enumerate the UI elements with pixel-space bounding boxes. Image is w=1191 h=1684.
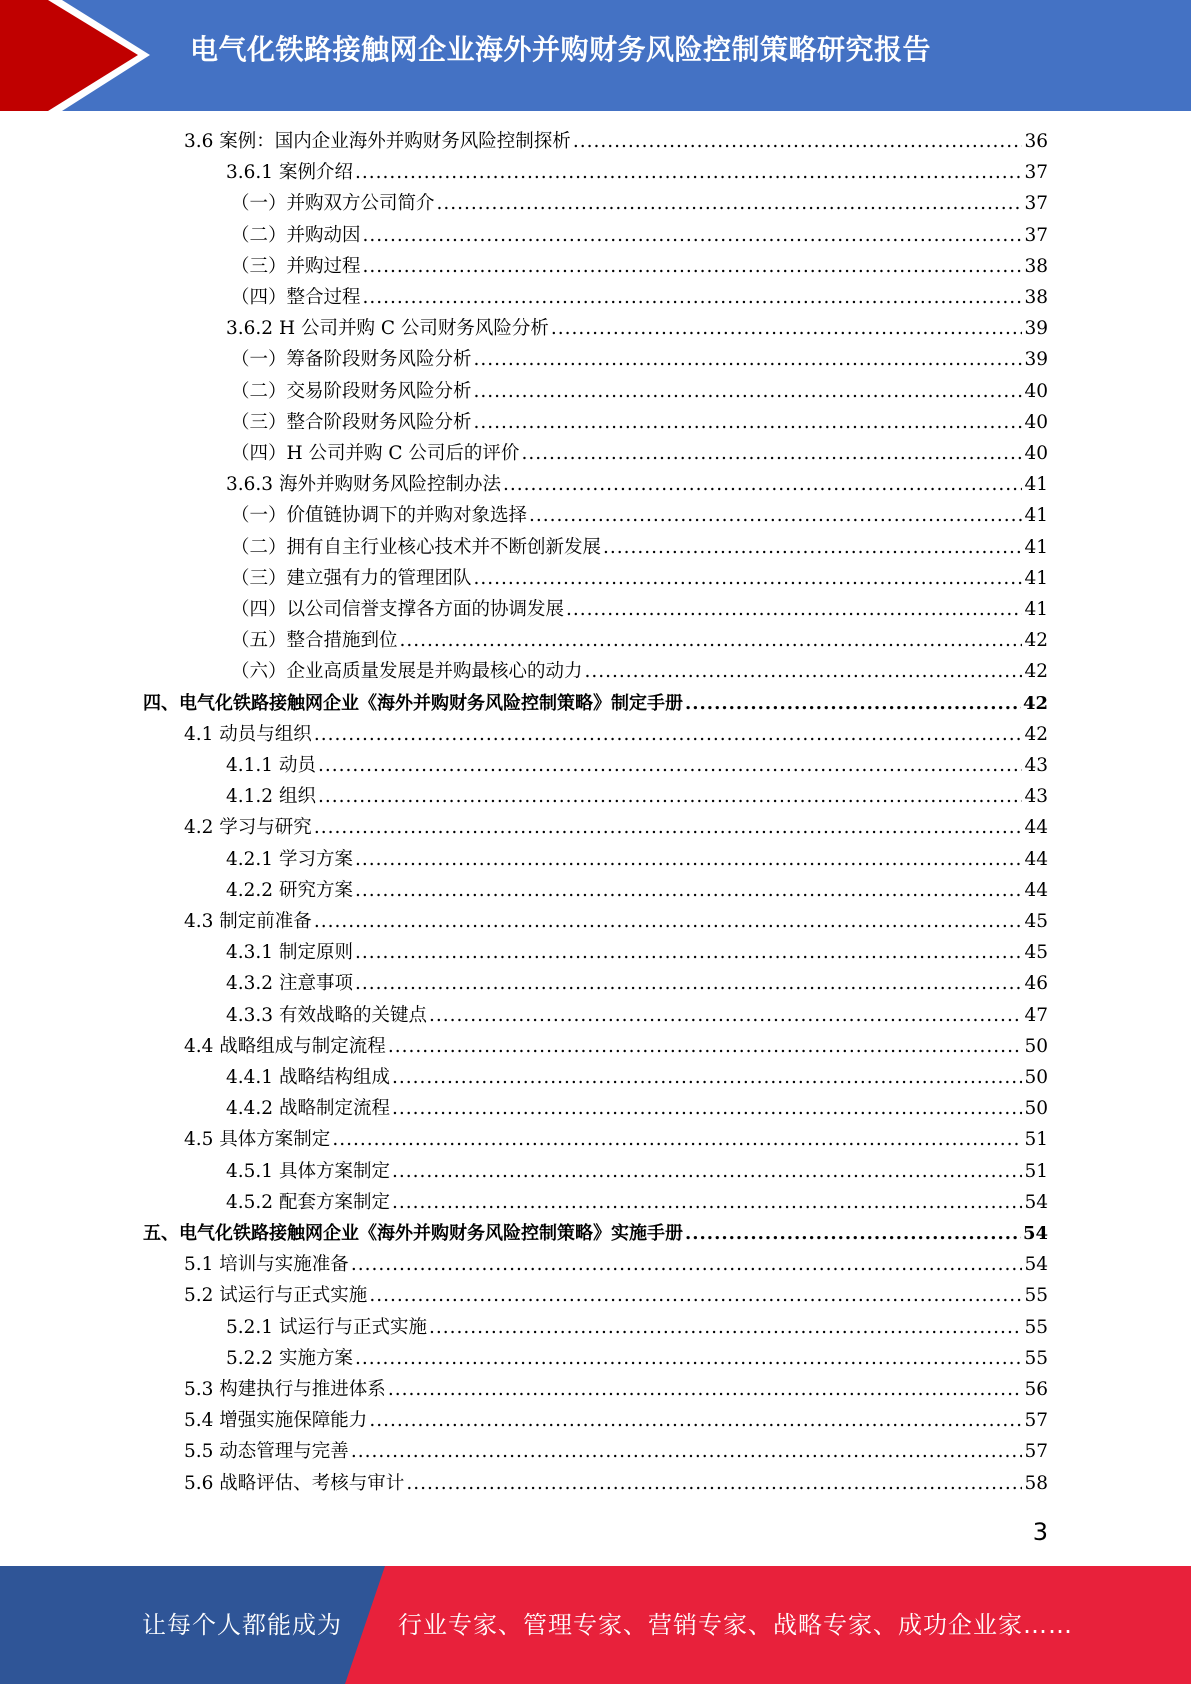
- toc-dot-leader: [355, 158, 1023, 188]
- toc-entry-label: 4.1 动员与组织: [184, 723, 312, 745]
- toc-dot-leader: [474, 345, 1023, 375]
- toc-entry[interactable]: [231, 408, 1048, 438]
- toc-entry-label: 4.3.3 有效战略的关键点: [226, 1004, 427, 1026]
- toc-entry-page: 43: [1024, 786, 1048, 808]
- toc-entry-page: 47: [1024, 1004, 1048, 1026]
- toc-entry[interactable]: [226, 751, 1048, 781]
- toc-entry[interactable]: [226, 1001, 1048, 1031]
- toc-entry-page: 44: [1024, 848, 1048, 870]
- toc-entry-page: 46: [1024, 973, 1048, 995]
- toc-entry-page: 54: [1022, 1223, 1048, 1244]
- toc-entry-page: 44: [1024, 879, 1048, 901]
- toc-entry[interactable]: [184, 1469, 1048, 1499]
- toc-entry-page: 45: [1024, 942, 1048, 964]
- toc-entry[interactable]: [226, 470, 1048, 500]
- toc-entry-page: 38: [1024, 255, 1048, 277]
- toc-dot-leader: [437, 189, 1023, 219]
- toc-entry-label: （三）建立强有力的管理团队: [231, 567, 472, 589]
- toc-dot-leader: [529, 501, 1022, 531]
- toc-dot-leader: [318, 782, 1023, 812]
- toc-entry-label: 4.2 学习与研究: [184, 817, 312, 839]
- toc-entry[interactable]: [226, 1094, 1048, 1124]
- toc-entry-label: 4.5.1 具体方案制定: [226, 1160, 390, 1182]
- toc-entry[interactable]: [184, 1032, 1048, 1062]
- toc-entry-page: 39: [1024, 349, 1048, 371]
- toc-entry-page: 42: [1024, 630, 1048, 652]
- toc-chapter[interactable]: [143, 689, 1048, 719]
- toc-dot-leader: [351, 1250, 1023, 1280]
- toc-dot-leader: [363, 252, 1023, 282]
- toc-entry-label: 4.4 战略组成与制定流程: [184, 1035, 386, 1057]
- toc-entry-label: （四）以公司信誉支撑各方面的协调发展: [231, 599, 565, 620]
- toc-chapter[interactable]: [143, 1219, 1048, 1249]
- toc-entry[interactable]: [231, 345, 1048, 375]
- toc-dot-leader: [355, 845, 1023, 875]
- toc-entry[interactable]: [226, 1344, 1048, 1374]
- toc-entry[interactable]: [226, 1063, 1048, 1093]
- toc-entry-label: （四）整合过程: [231, 287, 361, 308]
- toc-entry-page: 44: [1024, 817, 1048, 839]
- toc-dot-leader: [685, 689, 1021, 719]
- toc-entry-label: （四）H 公司并购 C 公司后的评价: [231, 443, 520, 464]
- toc-entry-page: 55: [1024, 1347, 1048, 1369]
- toc-entry[interactable]: [231, 189, 1048, 219]
- toc-dot-leader: [388, 1375, 1023, 1405]
- toc-entry-page: 41: [1024, 474, 1048, 496]
- toc-dot-leader: [585, 657, 1023, 687]
- toc-dot-leader: [314, 907, 1023, 937]
- toc-entry-page: 41: [1024, 536, 1048, 558]
- toc-entry-label: 3.6.3 海外并购财务风险控制办法: [226, 474, 501, 496]
- toc-entry-page: 57: [1024, 1410, 1048, 1432]
- toc-entry[interactable]: [231, 252, 1048, 282]
- toc-entry-label: 4.2.1 学习方案: [226, 848, 353, 870]
- toc-dot-leader: [474, 377, 1023, 407]
- toc-entry[interactable]: [184, 1125, 1048, 1155]
- toc-entry[interactable]: [226, 158, 1048, 188]
- toc-entry-label: （五）整合措施到位: [231, 630, 398, 652]
- toc-dot-leader: [392, 1157, 1022, 1187]
- toc-entry-page: 50: [1024, 1067, 1048, 1088]
- toc-entry-label: 5.3 构建执行与推进体系: [184, 1379, 386, 1400]
- toc-dot-leader: [503, 470, 1022, 500]
- toc-entry-label: （六）企业高质量发展是并购最核心的动力: [231, 661, 583, 683]
- toc-entry-page: 37: [1024, 224, 1048, 246]
- page-footer: [0, 1566, 1191, 1684]
- toc-entry[interactable]: [226, 314, 1048, 344]
- toc-entry-page: 43: [1024, 755, 1048, 776]
- toc-dot-leader: [429, 1313, 1022, 1343]
- toc-entry-label: 5.4 增强实施保障能力: [184, 1410, 368, 1432]
- page-number: 3: [1032, 1518, 1048, 1546]
- toc-dot-leader: [392, 1188, 1022, 1218]
- toc-dot-leader: [392, 1063, 1022, 1093]
- toc-dot-leader: [355, 876, 1023, 906]
- toc-dot-leader: [314, 720, 1023, 750]
- page-header: [0, 0, 1191, 111]
- toc-dot-leader: [355, 938, 1023, 968]
- toc-entry-label: 4.3.1 制定原则: [226, 942, 353, 964]
- toc-entry-page: 42: [1024, 661, 1048, 683]
- toc-entry-label: 5.2.1 试运行与正式实施: [226, 1316, 427, 1338]
- toc-entry-page: 40: [1024, 411, 1048, 433]
- toc-entry-page: 37: [1024, 162, 1048, 184]
- footer-slogan-right: 行业专家、管理专家、营销专家、战略专家、成功企业家……: [398, 1611, 1073, 1639]
- toc-entry-label: 3.6.1 案例介绍: [226, 162, 353, 184]
- toc-entry-page: 41: [1024, 567, 1048, 589]
- toc-entry[interactable]: [184, 1281, 1048, 1311]
- toc-dot-leader: [363, 283, 1023, 313]
- toc-entry[interactable]: [231, 439, 1048, 469]
- toc-entry-label: 4.5.2 配套方案制定: [226, 1191, 390, 1213]
- toc-entry-label: 4.3 制定前准备: [184, 911, 312, 932]
- toc-entry-page: 40: [1024, 443, 1048, 464]
- toc-entry[interactable]: [231, 657, 1048, 687]
- toc-entry-page: 41: [1024, 505, 1048, 527]
- toc-entry[interactable]: [231, 595, 1048, 625]
- header-chevron-icon: [0, 0, 160, 111]
- toc-entry-page: 56: [1024, 1379, 1048, 1400]
- toc-entry-label: 4.2.2 研究方案: [226, 879, 353, 901]
- toc-entry-label: （三）整合阶段财务风险分析: [231, 411, 472, 433]
- toc-dot-leader: [400, 626, 1023, 656]
- toc-entry[interactable]: [184, 1375, 1048, 1405]
- toc-entry[interactable]: [226, 1313, 1048, 1343]
- toc-entry[interactable]: [231, 283, 1048, 313]
- toc-entry-page: 45: [1024, 911, 1048, 932]
- toc-dot-leader: [355, 1344, 1023, 1374]
- document-title: 电气化铁路接触网企业海外并购财务风险控制策略研究报告: [190, 33, 932, 66]
- toc-dot-leader: [603, 533, 1022, 563]
- toc-entry-page: 54: [1024, 1191, 1048, 1213]
- toc-dot-leader: [406, 1469, 1022, 1499]
- toc-entry-page: 54: [1024, 1254, 1048, 1276]
- toc-entry-page: 42: [1024, 723, 1048, 745]
- toc-dot-leader: [369, 1406, 1022, 1436]
- toc-entry-page: 38: [1024, 287, 1048, 308]
- toc-entry[interactable]: [184, 1250, 1048, 1280]
- toc-dot-leader: [566, 595, 1022, 625]
- toc-entry-page: 40: [1024, 380, 1048, 402]
- footer-slogan-left: 让每个人都能成为: [142, 1611, 342, 1639]
- toc-dot-leader: [573, 127, 1023, 157]
- toc-entry-page: 42: [1022, 692, 1048, 714]
- toc-entry[interactable]: [231, 626, 1048, 656]
- toc-entry-label: 3.6 案例：国内企业海外并购财务风险控制探析: [184, 131, 571, 152]
- toc-entry[interactable]: [231, 377, 1048, 407]
- toc-dot-leader: [474, 408, 1023, 438]
- toc-dot-leader: [332, 1125, 1022, 1155]
- toc-entry-label: 四、电气化铁路接触网企业《海外并购财务风险控制策略》制定手册: [143, 692, 683, 714]
- toc-dot-leader: [521, 439, 1022, 469]
- toc-entry-page: 50: [1024, 1035, 1048, 1057]
- toc-entry[interactable]: [231, 501, 1048, 531]
- toc-entry-label: （一）并购双方公司简介: [231, 193, 435, 215]
- toc-entry-label: （二）交易阶段财务风险分析: [231, 380, 472, 402]
- toc-entry-page: 39: [1024, 318, 1048, 340]
- toc-dot-leader: [314, 813, 1023, 843]
- toc-dot-leader: [551, 314, 1023, 344]
- toc-entry[interactable]: [226, 938, 1048, 968]
- toc-entry[interactable]: [226, 845, 1048, 875]
- toc-entry-label: （一）筹备阶段财务风险分析: [231, 349, 472, 371]
- toc-dot-leader: [318, 751, 1023, 781]
- toc-entry-page: 51: [1024, 1160, 1048, 1182]
- toc-entry[interactable]: [226, 876, 1048, 906]
- toc-entry-label: 5.5 动态管理与完善: [184, 1441, 349, 1463]
- toc-entry[interactable]: [231, 221, 1048, 251]
- toc-entry-label: （三）并购过程: [231, 255, 361, 277]
- toc-entry[interactable]: [226, 969, 1048, 999]
- toc-entry-page: 51: [1024, 1129, 1048, 1151]
- toc-entry[interactable]: [226, 1188, 1048, 1218]
- toc-entry-label: （二）拥有自主行业核心技术并不断创新发展: [231, 536, 602, 558]
- toc-entry-label: 4.4.1 战略结构组成: [226, 1067, 390, 1088]
- toc-entry-label: 4.1.1 动员: [226, 755, 316, 776]
- toc-entry-label: 5.1 培训与实施准备: [184, 1254, 349, 1276]
- toc-dot-leader: [351, 1437, 1023, 1467]
- toc-dot-leader: [355, 969, 1023, 999]
- toc-entry-label: （二）并购动因: [231, 224, 361, 246]
- toc-entry-label: 五、电气化铁路接触网企业《海外并购财务风险控制策略》实施手册: [143, 1223, 683, 1244]
- toc-entry-label: 3.6.2 H 公司并购 C 公司财务风险分析: [226, 318, 549, 340]
- toc-entry-label: 4.3.2 注意事项: [226, 973, 353, 995]
- toc-dot-leader: [685, 1219, 1021, 1249]
- toc-dot-leader: [363, 221, 1023, 251]
- toc-entry-label: 5.6 战略评估、考核与审计: [184, 1472, 405, 1494]
- toc-entry[interactable]: [184, 720, 1048, 750]
- toc-entry[interactable]: [226, 1157, 1048, 1187]
- toc-entry-page: 58: [1024, 1472, 1048, 1494]
- toc-entry-page: 41: [1024, 599, 1048, 620]
- toc-entry[interactable]: [184, 1406, 1048, 1436]
- toc-entry[interactable]: [184, 907, 1048, 937]
- toc-entry-page: 57: [1024, 1441, 1048, 1463]
- toc-entry[interactable]: [231, 533, 1048, 563]
- toc-entry-page: 37: [1024, 193, 1048, 215]
- toc-dot-leader: [369, 1281, 1022, 1311]
- toc-entry-page: 50: [1024, 1098, 1048, 1120]
- toc-entry-label: （一）价值链协调下的并购对象选择: [231, 505, 528, 527]
- toc-entry-label: 4.5 具体方案制定: [184, 1129, 331, 1151]
- toc-dot-leader: [388, 1032, 1023, 1062]
- toc-entry-label: 5.2 试运行与正式实施: [184, 1285, 368, 1307]
- toc-dot-leader: [474, 564, 1023, 594]
- toc-entry-label: 4.4.2 战略制定流程: [226, 1098, 390, 1120]
- toc-entry[interactable]: [184, 127, 1048, 157]
- toc-dot-leader: [429, 1001, 1022, 1031]
- toc-entry-label: 4.1.2 组织: [226, 786, 316, 808]
- toc-entry-page: 36: [1024, 131, 1048, 152]
- toc-entry[interactable]: [226, 782, 1048, 812]
- toc-dot-leader: [392, 1094, 1022, 1124]
- toc-entry[interactable]: [184, 813, 1048, 843]
- toc-entry[interactable]: [231, 564, 1048, 594]
- toc-entry[interactable]: [184, 1437, 1048, 1467]
- toc-entry-page: 55: [1024, 1285, 1048, 1307]
- toc-entry-page: 55: [1024, 1316, 1048, 1338]
- toc-entry-label: 5.2.2 实施方案: [226, 1347, 353, 1369]
